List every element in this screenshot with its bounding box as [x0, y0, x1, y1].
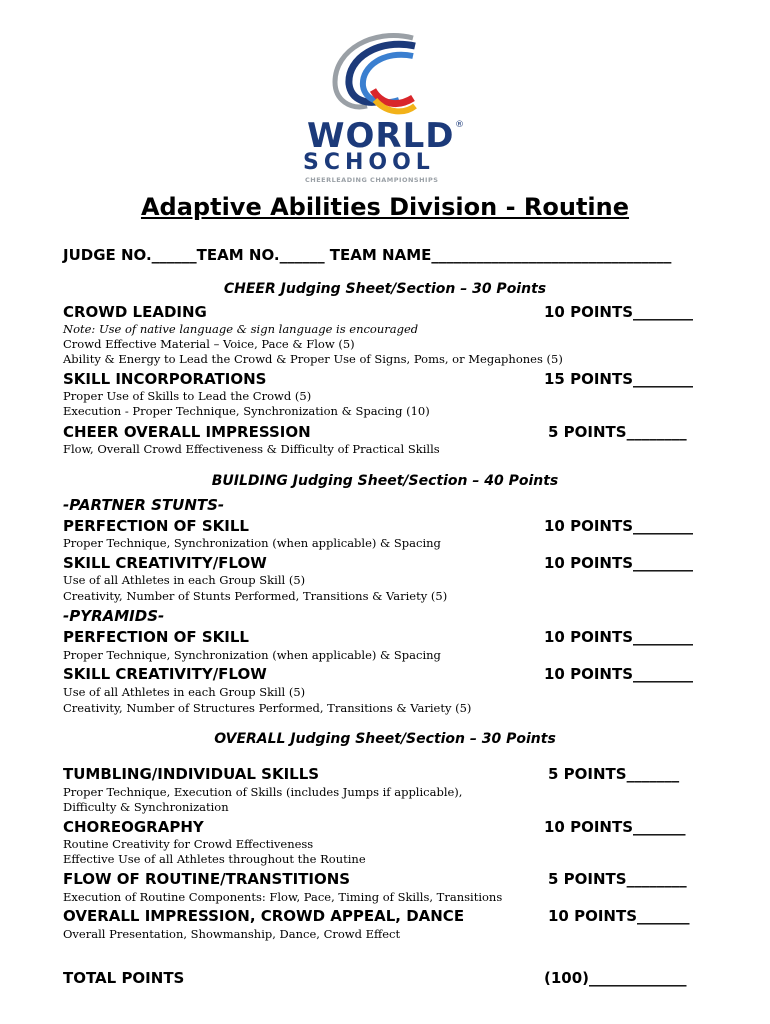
tumbling-desc-2: Difficulty & Synchronization — [63, 800, 229, 814]
choreography-desc-1: Routine Creativity for Crowd Effectiveness — [63, 837, 314, 851]
crowd-leading-label: CROWD LEADING — [63, 303, 207, 321]
pyramids-perfection-desc-1: Proper Technique, Synchronization (when applicable) & Spacing — [63, 648, 441, 662]
overall-impression-points: 10 POINTS_______ — [548, 907, 690, 925]
overall-impression-desc-1: Overall Presentation, Showmanship, Dance, Crowd Effect — [63, 927, 401, 941]
overall-section-heading: OVERALL Judging Sheet/Section – 30 Points — [214, 731, 556, 747]
crowd-leading-points: 10 POINTS________ — [544, 303, 694, 321]
stunts-creativity-desc-2: Creativity, Number of Stunts Performed, Transitions & Variety (5) — [63, 589, 448, 603]
pyramids-creativity-label: SKILL CREATIVITY/FLOW — [63, 665, 267, 683]
pyramids-perfection-label: PERFECTION OF SKILL — [63, 628, 249, 646]
logo-world-text: WORLD — [307, 116, 455, 156]
total-points-value: (100)_____________ — [544, 969, 687, 987]
cheer-overall-desc-1: Flow, Overall Crowd Effectiveness & Difficulty of Practical Skills — [63, 442, 440, 456]
pyramids-heading: -PYRAMIDS- — [63, 607, 165, 625]
stunts-creativity-label: SKILL CREATIVITY/FLOW — [63, 554, 267, 572]
logo-arc-blue — [363, 55, 413, 103]
logo-registered-mark: ® — [455, 120, 464, 130]
stunts-perfection-points: 10 POINTS________ — [544, 517, 694, 535]
skill-incorporations-desc-1: Proper Use of Skills to Lead the Crowd (5) — [63, 389, 312, 403]
partner-stunts-heading: -PARTNER STUNTS- — [63, 496, 225, 514]
pyramids-perfection-points: 10 POINTS________ — [544, 628, 694, 646]
page-title: Adaptive Abilities Division - Routine — [140, 193, 630, 221]
crowd-leading-desc-1: Crowd Effective Material – Voice, Pace & Flow (5) — [63, 337, 355, 351]
skill-incorporations-points: 15 POINTS________ — [544, 370, 694, 388]
tumbling-label: TUMBLING/INDIVIDUAL SKILLS — [63, 765, 320, 783]
flow-label: FLOW OF ROUTINE/TRANSTITIONS — [63, 870, 351, 888]
tumbling-points: 5 POINTS_______ — [548, 765, 680, 783]
flow-desc-1: Execution of Routine Components: Flow, Pace, Timing of Skills, Transitions — [63, 890, 503, 904]
building-section-heading: BUILDING Judging Sheet/Section – 40 Points — [211, 473, 559, 489]
cheer-section-heading: CHEER Judging Sheet/Section – 30 Points — [223, 281, 547, 297]
pyramids-creativity-points: 10 POINTS________ — [544, 665, 694, 683]
skill-incorporations-label: SKILL INCORPORATIONS — [63, 370, 267, 388]
cheer-overall-points: 5 POINTS________ — [548, 423, 687, 441]
crowd-leading-desc-2: Ability & Energy to Lead the Crowd & Proper Use of Signs, Poms, or Megaphones (5) — [63, 352, 563, 366]
logo-school-text: SCHOOL — [303, 150, 435, 175]
stunts-creativity-desc-1: Use of all Athletes in each Group Skill (5) — [63, 573, 306, 587]
choreography-label: CHOREOGRAPHY — [63, 818, 204, 836]
skill-incorporations-desc-2: Execution - Proper Technique, Synchronization & Spacing (10) — [63, 404, 430, 418]
pyramids-creativity-desc-2: Creativity, Number of Structures Performed, Transitions & Variety (5) — [63, 701, 472, 715]
overall-impression-label: OVERALL IMPRESSION, CROWD APPEAL, DANCE — [63, 907, 465, 925]
judge-team-line: JUDGE NO.______TEAM NO.______ TEAM NAME________________________________ — [63, 246, 672, 264]
flow-points: 5 POINTS________ — [548, 870, 687, 888]
cheer-overall-label: CHEER OVERALL IMPRESSION — [63, 423, 311, 441]
stunts-creativity-points: 10 POINTS________ — [544, 554, 694, 572]
pyramids-creativity-desc-1: Use of all Athletes in each Group Skill (5) — [63, 685, 306, 699]
stunts-perfection-desc-1: Proper Technique, Synchronization (when applicable) & Spacing — [63, 536, 441, 550]
choreography-desc-2: Effective Use of all Athletes throughout the Routine — [63, 852, 366, 866]
world-school-logo — [295, 20, 470, 188]
choreography-points: 10 POINTS_______ — [544, 818, 686, 836]
stunts-perfection-label: PERFECTION OF SKILL — [63, 517, 249, 535]
crowd-leading-note: Note: Use of native language & sign language is encouraged — [63, 322, 419, 336]
total-points-label: TOTAL POINTS — [63, 969, 185, 987]
tumbling-desc-1: Proper Technique, Execution of Skills (includes Jumps if applicable), — [63, 785, 463, 799]
logo-championships-text: CHEERLEADING CHAMPIONSHIPS — [305, 176, 439, 184]
